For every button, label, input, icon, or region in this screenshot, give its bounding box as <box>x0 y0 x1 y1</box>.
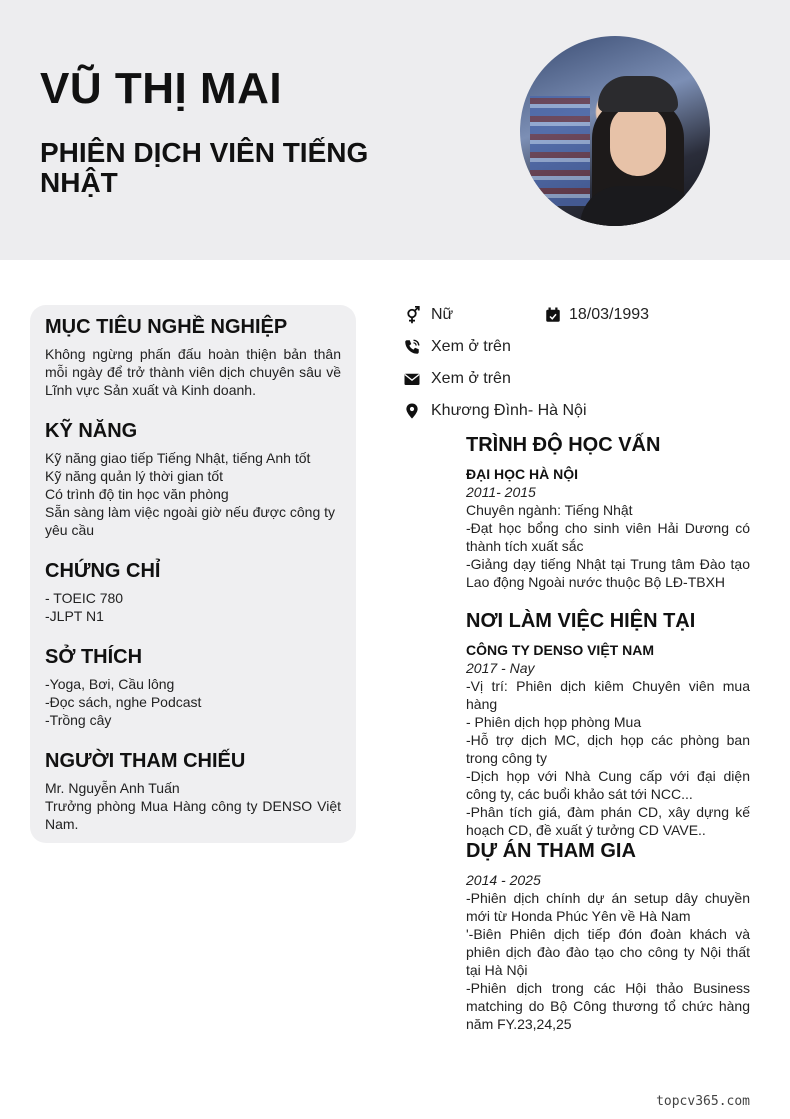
education-section <box>466 433 750 591</box>
job-title: PHIÊN DỊCH VIÊN TIẾNG NHẬT <box>40 137 369 198</box>
envelope-icon <box>403 370 421 388</box>
section-heading: CHỨNG CHỈ <box>45 560 161 582</box>
list-item: -Đạt học bổng cho sinh viên Hải Dương có thành tích xuất sắc <box>466 520 750 554</box>
list-item: - TOEIC 780 <box>45 590 124 606</box>
candidate-name: VŨ THỊ MAI <box>40 64 283 113</box>
references-section <box>45 749 341 833</box>
career-objective-section <box>45 315 341 399</box>
hobbies-section <box>45 645 341 729</box>
section-heading: KỸ NĂNG <box>45 420 138 442</box>
section-heading: MỤC TIÊU NGHỀ NGHIỆP <box>45 316 288 338</box>
list-item: -Trồng cây <box>45 712 112 728</box>
location-pin-icon <box>403 402 421 420</box>
list-item: -Giảng dạy tiếng Nhật tại Trung tâm Đào tạo Lao động Ngoài nước thuộc Bộ LĐ-TBXH <box>466 556 750 590</box>
phone-value: Xem ở trên <box>431 338 511 355</box>
birthdate-value: 18/03/1993 <box>569 306 650 323</box>
list-item: -Hỗ trợ dịch MC, dịch họp các phòng ban trong công ty <box>466 732 750 766</box>
list-item: -JLPT N1 <box>45 608 104 624</box>
reference-position: Trưởng phòng Mua Hàng công ty DENSO Việt Nam. <box>45 798 341 832</box>
phone-icon <box>403 338 421 356</box>
section-heading: SỞ THÍCH <box>45 646 143 668</box>
list-item: -Yoga, Bơi, Cầu lông <box>45 676 175 692</box>
work-section <box>466 609 750 839</box>
section-heading: DỰ ÁN THAM GIA <box>466 840 636 862</box>
projects-section <box>466 839 750 1033</box>
list-item: -Vị trí: Phiên dịch kiêm Chuyên viên mua hàng <box>466 678 750 712</box>
list-item: Sẵn sàng làm việc ngoài giờ nếu được công ty yêu cầu <box>45 504 336 538</box>
education-period: 2011- 2015 <box>466 484 536 500</box>
section-heading: NGƯỜI THAM CHIẾU <box>45 750 246 772</box>
list-item: Kỹ năng giao tiếp Tiếng Nhật, tiếng Anh tốt <box>45 450 311 466</box>
left-column-card <box>30 305 356 843</box>
list-item: -Phân tích giá, đàm phán CD, xây dựng kế hoạch CD, đề xuất ý tưởng CD VAVE.. <box>466 804 750 838</box>
gender-value: Nữ <box>431 306 454 323</box>
list-item: '-Biên Phiên dịch tiếp đón đoàn khách và phiên dịch đào đào tạo cho công ty Nội thất tại Hà Nội <box>466 926 750 978</box>
list-item: -Dịch họp với Nhà Cung cấp với đại diện công ty, các buổi khảo sát tới NCC... <box>466 768 750 802</box>
list-item: Có trình độ tin học văn phòng <box>45 486 229 502</box>
skills-section <box>45 419 341 539</box>
school-name: ĐẠI HỌC HÀ NỘI <box>466 466 578 482</box>
list-item: Kỹ năng quản lý thời gian tốt <box>45 468 224 484</box>
gender-icon <box>403 306 421 324</box>
calendar-icon <box>544 306 562 324</box>
certificates-section <box>45 559 341 625</box>
list-item: -Phiên dịch trong các Hội thảo Business matching do Bộ Công thương tổ chức hàng năm FY.23,24,25 <box>466 980 750 1032</box>
work-period: 2017 - Nay <box>466 660 535 676</box>
projects-period: 2014 - 2025 <box>466 872 541 888</box>
address-value: Khương Đình- Hà Nội <box>431 402 587 419</box>
list-item: -Đọc sách, nghe Podcast <box>45 694 202 710</box>
watermark: topcv365.com <box>656 1094 750 1109</box>
email-value: Xem ở trên <box>431 370 511 387</box>
avatar <box>520 36 710 226</box>
career-objective-text: Không ngừng phấn đấu hoàn thiện bản thân mỗi ngày để trở thành viên dịch chuyên sâu về Lĩnh vực Sản xuất và Kinh doanh. <box>45 346 341 398</box>
company-name: CÔNG TY DENSO VIỆT NAM <box>466 642 654 658</box>
reference-name: Mr. Nguyễn Anh Tuấn <box>45 780 180 796</box>
list-item: Chuyên ngành: Tiếng Nhật <box>466 502 633 518</box>
header <box>0 0 790 260</box>
list-item: -Phiên dịch chính dự án setup dây chuyền mới từ Honda Phúc Yên về Hà Nam <box>466 890 750 924</box>
section-heading: TRÌNH ĐỘ HỌC VẤN <box>466 434 661 456</box>
list-item: - Phiên dịch họp phòng Mua <box>466 714 642 730</box>
section-heading: NƠI LÀM VIỆC HIỆN TẠI <box>466 610 696 632</box>
